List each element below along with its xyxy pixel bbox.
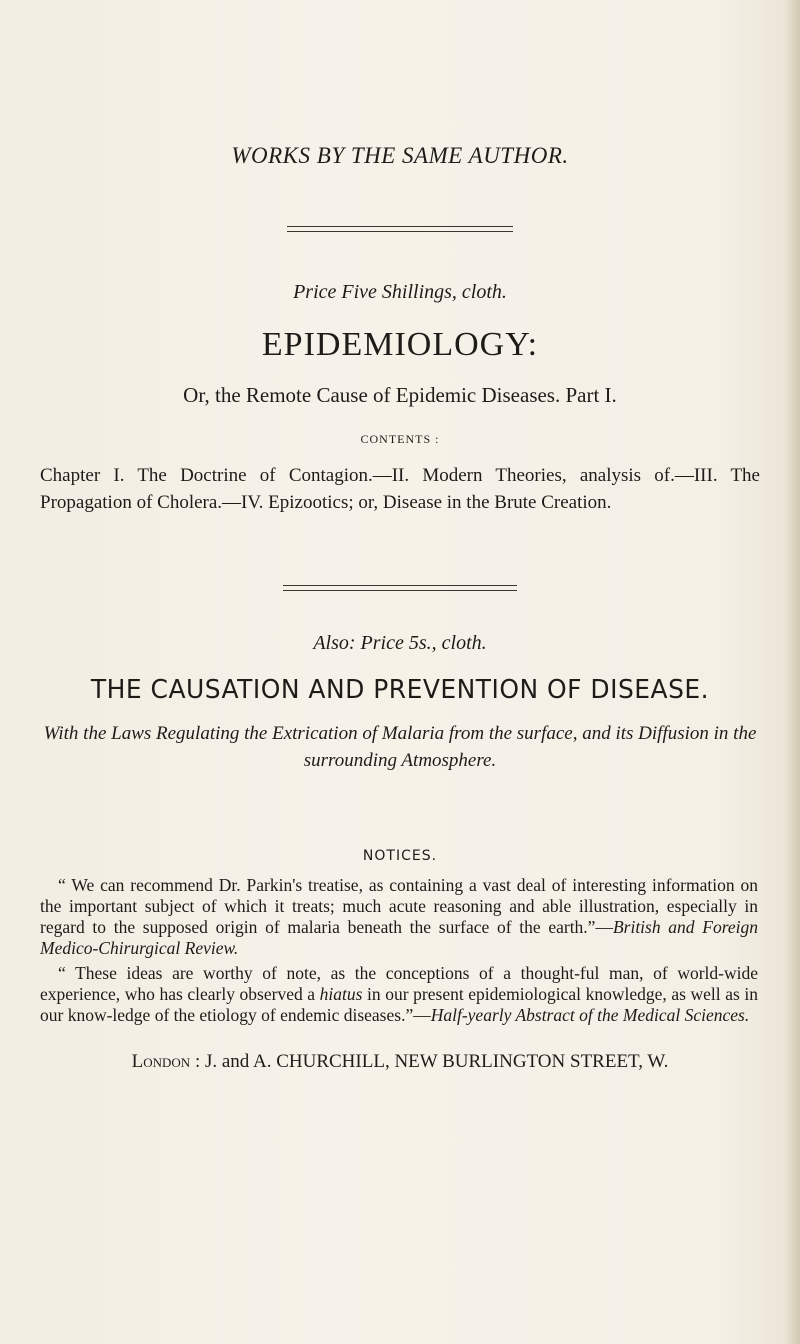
notice-text: “ We can recommend Dr. Parkin's treatise, as containing a vast deal of interesting information on the important subject of which it treats; much acute reasoning and able illustration, especially in regard to the supposed origin of malaria beneath the surface of the earth.”— (40, 875, 758, 937)
book1-subtitle: Or, the Remote Cause of Epidemic Diseases. Part I. (183, 383, 617, 407)
publisher-imprint (40, 1049, 760, 1075)
page-heading: WORKS BY THE SAME AUTHOR. (231, 143, 569, 168)
book2-subtitle: With the Laws Regulating the Extrication of Malaria from the surface, and its Diffusion in the surrounding Atmosphere. (43, 723, 757, 771)
imprint-publisher: J. and A. CHURCHILL, NEW BURLINGTON STREET, W. (200, 1051, 669, 1072)
contents-label: CONTENTS : (360, 432, 440, 446)
notice-emphasis: hiatus (319, 984, 363, 1004)
imprint-city: London : (131, 1051, 201, 1072)
notice-quote-1 (40, 875, 758, 959)
notice-quote-2 (40, 963, 758, 1026)
notice-text-continued: in our present epidemiological knowledge, as well as in our know-ledge of the etiology of endemic diseases.”— (40, 984, 758, 1025)
divider-rule (283, 590, 517, 591)
book2-title: THE CAUSATION AND PREVENTION OF DISEASE. (90, 675, 710, 705)
divider-rule (283, 585, 517, 586)
book1-title: EPIDEMIOLOGY: (261, 326, 539, 363)
page-edge-shadow (784, 0, 800, 1344)
contents-text: Chapter I. The Doctrine of Contagion.—II. Modern Theories, analysis of.—III. The Propagation of Cholera.—IV. Epizootics; or, Disease in the Brute Creation. (40, 465, 760, 513)
notice-text: “ These ideas are worthy of note, as the conceptions of a thought-ful man, of world-wide experience, who has clearly observed a (40, 963, 758, 1004)
notices-label: NOTICES. (362, 848, 438, 864)
book1-price: Price Five Shillings, cloth. (293, 281, 507, 303)
divider-rule (287, 226, 513, 227)
notice-source: Half-yearly Abstract of the Medical Sciences. (430, 1005, 750, 1025)
book2-price: Also: Price 5s., cloth. (313, 632, 487, 654)
divider-rule (287, 231, 513, 232)
notice-source: British and Foreign Medico-Chirurgical Review. (40, 917, 758, 958)
